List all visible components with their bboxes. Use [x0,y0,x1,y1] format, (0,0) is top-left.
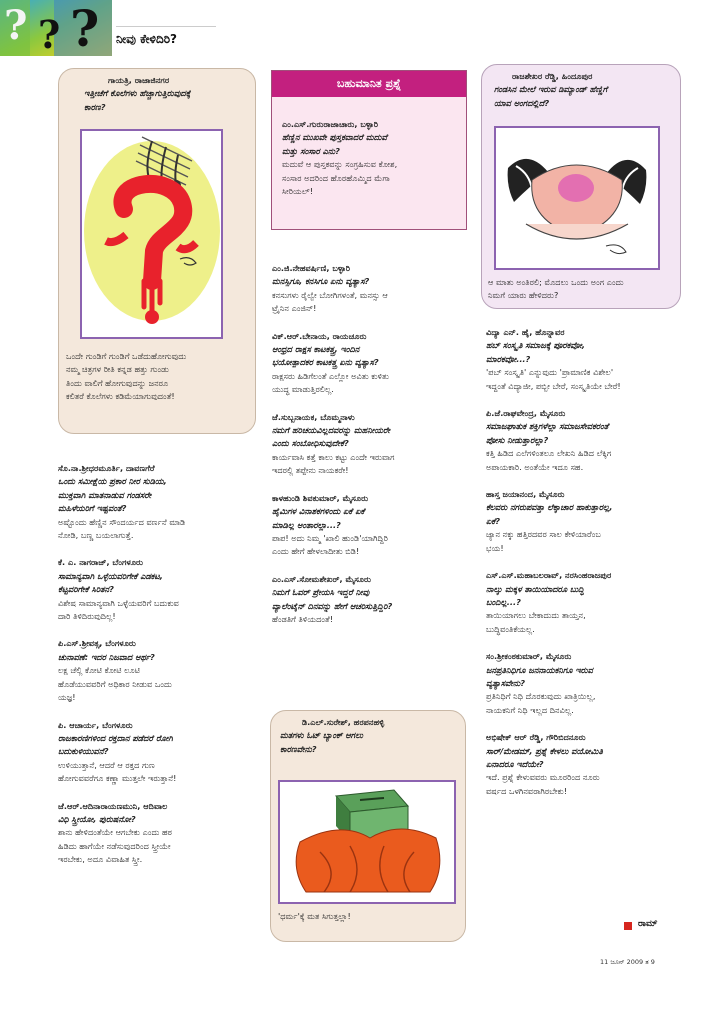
question-line: ಬಂದಿಲ್ಲ...? [486,596,521,607]
question-line: ರಾಜಕಾರಣಿಗಳಿಂದ ರಕ್ತದಾನ ಪಡೆದರೆ ರೋಗಿ [58,732,173,743]
answer-line: ಉಳಿಯುತ್ತಾನೆ, ಆದರೆ ಆ ರಕ್ತದ ಗುಣ [58,759,155,770]
caption-line: 'ಧರ್ಮ'ಕ್ಕೆ ಮತ ಸಿಗುತ್ತಲ್ಲಾ! [278,911,351,921]
logo-glyph: ? [38,12,61,56]
qa-item [486,650,621,717]
question-line: ಏಕೆ? [486,515,501,526]
question-line: ಸಮಾಜಘಾತುಕ ಶಕ್ತಿಗಳೆಲ್ಲಾ ಸಮಾಜಸೇವಕರಂತೆ [486,421,609,432]
answer-line: ಅಷ್ಟೊಂದು ಹೆಣ್ಣಿನ ಸೌಂದರ್ಯದ ವರ್ಣನೆ ಮಾಡಿ [58,516,186,527]
logo-glyph: ? [4,2,28,49]
question-line: ಯಾವ ಅಂಗದಲ್ಲಿದೆ? [494,97,550,108]
bottom-box-question [280,716,384,756]
logo-glyph: ? [70,0,100,56]
qa-item [272,330,395,397]
question-line: ಒಂದು ಸಮೀಕ್ಷೆಯ ಪ್ರಕಾರ ನೀರ ಸುಡಿಯ, [58,476,167,487]
question-line: ಎಂದು ಸಂಬೋಧಿಸುವುದೇಕೆ? [272,438,349,449]
illustration-bottom [278,780,456,904]
answer-line: ಪಾಪ! ಅದು ನಿಮ್ಮ 'ಖಾಲಿ ಹುಂಡಿ'ಯಾಗಿದ್ದಿರಿ [272,532,388,543]
question-line: ಗಂಡಸಿನ ಮೇಲೆ ಇರುವ ಡಿಮ್ಯಾಂಡ್ ಹೆಣ್ಣಿಗೆ [494,84,608,95]
asker-name: ಕೆ. ಎ. ನಾಗರಾಜ್, ಬೆಂಗಳೂರು [58,557,143,568]
question-line: ಬದುಕುಳಿಯುವನೆ? [58,746,109,757]
question-line: ಕಾರಣ? [84,101,106,112]
illustration-left [80,129,223,339]
asker-name: ಡಿ.ಎಲ್.ಸುರೇಶ್, ಹರಪನಹಳ್ಳಿ [302,717,385,727]
question-line: ಹಬ್ ಸಂಸ್ಕೃತಿ ಸಮಾಜಕ್ಕೆ ಪೂರಕವೋ, [486,340,585,351]
answer-line: ವಿಶೇಷ ಸಾಮಾನ್ಯವಾಗಿ ಒಳ್ಳೆಯವರಿಗೆ ಬದುಕುವ [58,597,179,608]
answer-line: ಕನಸುಗಳು ರೈಲ್ವೇ ಬೋಗಿಗಳಂತೆ, ಮನಸ್ಸು ಆ [272,289,388,300]
question-line: ಮತಗಳು ಓಟ್ ಬ್ಯಾಂಕ್ ಆಗಲು [280,730,363,741]
answer-line: ಯಜ್ಞ! [58,692,76,703]
asker-name: ಪಿ.ಎಸ್.ಶ್ರೀವತ್ಸ, ಬೆಂಗಳೂರು [58,638,136,649]
answer-line: ಲಕ್ಷ ಚೆಲ್ಲಿ ಕೋಟಿ ಕೋಟಿ ಲೂಟಿ [58,665,141,676]
question-line: ಸಾಮಾನ್ಯವಾಗಿ ಒಳ್ಳೆಯವರಿಗೇಕೆ ಎಡಕಟ, [58,570,163,581]
qa-item [486,731,621,798]
asker-name: ಎಂ.ಎಸ್.ಸೋಮಶೇಖರ್, ಮೈಸೂರು [272,573,371,584]
asker-name: ಎಂ.ಎಸ್.ಗುರುರಾಜಾಚಾರು, ಬಳ್ಳಾರಿ [282,119,379,129]
answer-line: ಇದೆ. ಪ್ರಶ್ನೆ ಕೇಳುವವರು ಮೂರರಿಂದ ನೂರು [486,772,600,783]
answer-line: ನಮ್ಮ ಚಿತ್ರಗಳ ರೀತಿ ಕನ್ನಡ ಹತ್ತು ಗುಂಡು [66,364,169,375]
mid-column-qa [272,262,395,626]
signature-square-icon [624,922,632,930]
answer-line: ಭಯ! [486,542,504,553]
qa-item [486,569,621,636]
question-line: ಹೈಮಿಗಳ ವಿನಾಶಕಗಳಿಂದು ಏಕೆ ಏಕೆ [272,506,365,517]
qa-item [272,411,395,478]
question-line: ಜನಪ್ರತಿನಿಧಿಗೂ ಜನನಾಯಕನಿಗೂ ಇರುವ [486,664,593,675]
answer-line: ಇದರಲ್ಲಿ ತಪ್ಪೇನು ನಾಯಕರೇ! [272,465,349,476]
answer-line: ಯುದ್ಧ ಮಾಡುತ್ತಿರಲಿಲ್ಲ. [272,384,334,395]
answer-line: ಬುದ್ಧಿವಂತಿಕೆಯಲ್ಲ. [486,623,535,634]
answer-line: ಸೀರಿಯಲ್! [282,186,314,197]
qa-item [486,488,621,555]
answer-line: 'ಪಬ್ ಸಂಸ್ಕೃತಿ' ಎನ್ನುವುದು 'ಪ್ರಾಮಾಣಿಕ ವಿಶೇಲ' [486,367,614,378]
header-rule [116,26,216,27]
answer-line: ಎಂದು ಹೇಗೆ ಹೇಳಲಾದೀತು ಬಿಡಿ! [272,546,360,557]
answer-line: ನಿಮಗೆ ಯಾರು ಹೇಳಿದರು? [488,290,559,301]
question-line: ಭಯೋತ್ಪಾದಕರ ಕಾಟಕತ್ತ್ರ ಏನು ವ್ಯತ್ಯಾಸ? [272,357,379,368]
asker-name: ಅಭಿಷೇಕ್ ಆರ್ ರೆಡ್ಡಿ, ಗೌರಿಬಿದನೂರು [486,732,586,743]
header-logo [0,0,112,56]
qa-item [486,407,621,474]
question-line: ಸಾರ್/ಮೇಡಮ್, ಪ್ರಶ್ನೆ ಕೇಳಲು ವಯೋಮಿತಿ [486,745,603,756]
answer-line: ಹೋಗುವವರೆಗೂ ಕಣ್ಣಾ ಮುತ್ತಲೇ ಇರುತ್ತಾನೆ! [58,773,177,784]
qa-item [58,556,185,623]
question-line: ಆಂಧ್ರದ ರಾಕ್ಷಸ ಕಾಟಕತ್ತ್ರ, ಇಂದಿನ [272,344,360,355]
right-box-question [494,70,607,110]
asker-name: ಹಾಸ್ತ ಜಯಾನಂದ, ಮೈಸೂರು [486,489,565,500]
ballot-box-shawl-icon [280,782,454,902]
question-line: ಏನಾದರೂ ಇದೆಯೇ? [486,758,544,769]
answer-line: ದಾರಿ ತಿಳಿದಿರುವುದಿಲ್ಲ! [58,611,116,622]
music-notes-question-mark-icon [82,131,221,337]
question-line: ಚುನಾವಣೆ: ಇದರ ನಿಜವಾದ ಅರ್ಥ? [58,651,155,662]
answer-line: ಜ್ಯಾನ ನಕ್ಕು ಹತ್ತಿರದವರ ಸಾಲ ಕೇಳಿಯಾರೆಂಬ [486,529,601,540]
illustration-right [494,126,660,270]
signature: ರಾಮ್ [638,919,658,929]
answer-line: ಅಪಾಯಕಾರಿ. ಅಂತೆಯೇ ಇದೂ ಸಹ. [486,461,584,472]
question-line: ನಮಗೆ ಹರಿಚಯವಿಲ್ಲದವರನ್ನು ಮಹನೀಯರೇ [272,425,391,436]
question-line: ವ್ಯತ್ಯಾಸವೇನು? [486,677,525,688]
answer-line: ನೋಡಿ, ಬಣ್ಣ ಬಯಲಾಗುತ್ತೆ. [58,530,134,541]
qa-item [58,719,185,786]
question-line: ಮನಸ್ಸಿಗೂ, ಕನಸಿಗೂ ಏನು ವ್ಯತ್ಯಾಸ? [272,276,370,287]
question-line: ಪೋಸು ನೀಡುತ್ತಾರಲ್ಲಾ? [486,434,549,445]
answer-line: ಆ ಮಾತು ಅಂತಿರಲಿ; ಮೊದಲು ಒಂದು ಅಂಗ ಎಂದು [488,277,624,287]
answer-line: ಹೊಡೆಯುವವರಿಗೆ ಅಧಿಕಾರ ನೀಡುವ ಒಂದು [58,678,172,689]
answer-line: ತಾಯಿಯಾಗಲು ಬೇಕಾದುದು ತಾಯ್ತನ, [486,610,586,621]
prize-question-heading: ಬಹುಮಾನಿತ ಪ್ರಶ್ನೆ [272,71,466,97]
answer-line: ಸಂಸಾರ ಅದರಿಂದ ಹೊರಹೊಮ್ಮಿದ ಮೆಗಾ [282,172,390,183]
question-line: ಮತ್ತು ಸಂಸಾರ ಎನು? [282,145,340,156]
asker-name: ರಾಜಶೇಖರ ರೆಡ್ಡಿ, ಹಿಂದೂಪುರ [512,71,593,81]
question-line: ನಾಲ್ಕು ಮಕ್ಕಳ ತಾಯಿಯಾದರೂ ಬುದ್ಧಿ [486,583,585,594]
question-line: ನಿಮಗೆ ಓವರ್ ಪ್ರೇಯಸಿ ಇದ್ದರೆ ನೀವು [272,587,370,598]
asker-name: ಜೆ.ಆರ್.ಆದಿನಾರಾಯಣಮುನಿ, ಆದಿವಾಲ [58,800,168,811]
page-title: ನೀವು ಕೇಳಿದಿರಿ? [116,32,178,46]
qa-item [58,637,185,704]
right-column-qa [486,326,621,798]
answer-line: ವರ್ಷದ ಒಳಗಿನವರಾಗಿರಬೇಕು! [486,785,568,796]
qa-item [58,800,185,867]
qa-item [486,326,621,393]
question-line: ಮಹಿಳೆಯರಿಗೆ ಇಷ್ಟವಂತೆ? [58,503,127,514]
answer-line: ಮದುವೆ ಆ ಪುಸ್ತಕವನ್ನು ಸಂಗ್ರಹಿಸುವ ಕೋಶ, [282,159,398,170]
question-line: ವಿಧಿ ಸ್ತ್ರೀಯೋ, ಪುರುಷನೋ? [58,813,136,824]
question-line: ಮಾಡಿಲ್ಲ ಅಂತಾರಲ್ಲಾ...? [272,519,341,530]
asker-name: ಕಾಳಹುಂಡಿ ಶಿವಕುಮಾರ್, ಮೈಸೂರು [272,492,369,503]
qa-item [58,462,185,542]
answer-line: ಕಾರ್ಯವಾಸಿ ಕತ್ತೆ ಕಾಲು ಕಟ್ಟು ಎಂದೇ ಇರುವಾಗ [272,451,395,462]
asker-name: ಗಾಯತ್ರಿ, ರಾಜಾಜಿನಗರ [108,75,170,85]
asker-name: ವಿಕ್.ಆರ್.ಬೇನಾಯ, ರಾಯಚೂರು [272,330,367,341]
answer-line: ಹಿಡಿದು ಹಾಗೆಯೇ ನಡೆಸುವುದರಿಂದ ಸ್ತ್ರೀಯೇ [58,840,171,851]
qa-item [272,573,395,627]
bottom-box-caption [278,910,351,923]
asker-name: ವಿದ್ಯಾ ಎನ್. ಹೈ, ಹೊನ್ನಾವರ [486,327,565,337]
question-line: ಇತ್ತೀಚೆಗೆ ಕೊಲೆಗಳು ಹೆಚ್ಚಾಗುತ್ತಿರುವುದಕ್ಕೆ [84,88,191,99]
question-line: ವ್ಯಾಲೆಂಟೈನ್ ದಿನವನ್ನು ಹೇಗೆ ಆಚರಿಸುತ್ತಿದ್ದಿರಿ? [272,600,393,611]
prize-question-body [282,118,397,198]
question-line: ಕಾರಣವೇನು? [280,743,317,754]
answer-line: ನಾಯಕನಿಗೆ ನಿಧಿ ಇಲ್ಲದ ದಿನವಿಲ್ಲ. [486,704,574,715]
question-line: ಕೆಲವರು ನಗರುಪವತ್ತಾ ಲೆಕ್ಕಾಚಾರ ಹಾಕುತ್ತಾರಲ್ಲ, [486,502,613,513]
answer-line: ತಿಂದು ವಾಲಿಗೆ ಹೋಗುವುದನ್ನು ಜನರೂ [66,377,169,388]
answer-line: ರಾಕ್ಷಸರು ಹಿಡಿಗೆಲಂತೆ ಎಲ್ಲೋ ಅವಿತು ಕುಳಿತು [272,370,389,381]
answer-line: ಹೆಂಡತಿಗೆ ತಿಳಿಯದಂತೆ! [272,613,333,624]
asker-name: ಪಿ. ಆಚಾರ್ಯ, ಬೆಂಗಳೂರು [58,719,133,730]
answer-line: ಶಾನು ಹೇಳಿದಂತೆಯೇ ಆಗಬೇಕು ಎಂದು ಹಠ [58,827,172,838]
question-line: ಕೆಟ್ಟವರಿಗೇಕೆ ಸಿರಿತನ? [58,584,114,595]
answer-line: ಒಂದೇ ಗುಂಡಿಗೆ ಗುಂಡಿಗೆ ಒಡೆದುಹೋಗುವುದು [66,351,187,361]
answer-line: ಕತ್ತಿ ಹಿಡಿದ ಎಲೆಗಳಿಂತಲೂ ಲೇಖನಿ ಹಿಡಿದ ಲೆಕ್ಕಿಗ [486,448,612,459]
question-line: ಮಾರಕವೋ...? [486,353,531,364]
answer-line: ಟ್ರೈನಿನ ಎಂಜಿನ್! [272,303,317,314]
answer-line: ಕಲಿತರೆ ಕೊಲೆಗಳು ಕಡಿಮೆಯಾಗುವುದಂತೆ! [66,391,175,402]
asker-name: ಪಿ.ಜೆ.ರಾಘವೇಂದ್ರ, ಮೈಸೂರು [486,408,566,419]
answer-line: ಪ್ರತಿನಿಧಿಗೆ ನಿಧಿ ದೊರಕುವುದು ಖಾತ್ರಿಯಿಲ್ಲ, [486,691,596,702]
page-footer: 11 ಜೂನ್ 2009 ತ 9 [600,958,655,966]
asker-name: ಜೆ.ಸುಬ್ಬನಾಯಕ, ಬೊಮ್ಮನಾಳು [272,411,355,422]
question-line: ಮುಕ್ತವಾಗಿ ಮಾತನಾಡುವ ಗಂಡಸರೇ [58,489,152,500]
left-column-qa [58,462,185,867]
left-box-answer [66,350,186,404]
question-line: ಹೆಣ್ಣಿನ ಮುಖವೇ ಪುಸ್ತಕವಾದರೆ ಮದುವೆ [282,132,388,143]
asker-name: ಸಂ.ಶ್ರೀಕಂಠಕುಮಾರ್, ಮೈಸೂರು [486,651,572,662]
right-box-answer [488,276,624,303]
asker-name: ಎಂ.ಜಿ.ನೇಹವರ್ಷಿಣಿ, ಬಳ್ಳಾರಿ [272,263,351,273]
left-box-question [84,74,191,114]
answer-line: ಇದ್ದಂತೆ ವಿದ್ಯಾಜೀ, ಪಬ್ಬೀ ಬೇರೆ, ಸಂಸ್ಕೃತಿಯೇ ಬೇರೆ! [486,380,621,391]
answer-line: ಇರಬೇಕು, ಅದೂ ವಿವಾಹಿತ ಸ್ತ್ರೀ. [58,854,143,865]
lips-illustration-icon [496,128,658,268]
asker-name: ಎಸ್.ಎಸ್.ಮಹಾಬಲರಾವ್, ನರಸಿಂಹರಾಜಪುರ [486,570,612,581]
qa-item [272,492,395,559]
asker-name: ಸೊ.ನಾ.ಶ್ರೀಧರಮೂರ್ತಿ, ದಾವಣಗೆರೆ [58,463,155,473]
qa-item [272,262,395,316]
